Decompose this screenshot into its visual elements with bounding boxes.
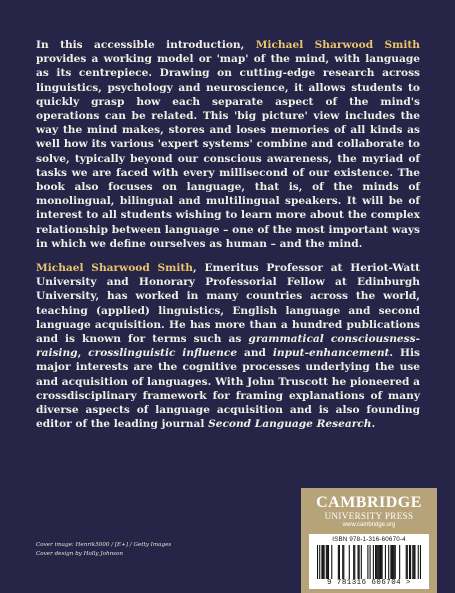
barcode-bar [399, 545, 400, 579]
publisher-name: CAMBRIDGE [316, 494, 422, 511]
barcode-bar [319, 545, 320, 579]
barcode-bar [418, 545, 419, 579]
cover-design-credit: Cover design by Holly Johnson [36, 551, 124, 557]
barcode-bar [342, 545, 343, 579]
barcode-bar [321, 545, 322, 579]
isbn-text: ISBN 978-1-316-60670-4 [332, 536, 406, 543]
italic-term: crosslinguistic influence [88, 347, 238, 360]
barcode-bar [317, 545, 318, 579]
barcode-bar [380, 545, 381, 579]
barcode-bar [349, 545, 350, 579]
barcode-bar [385, 545, 386, 579]
text-run: . His major interests are the cognitive processes underlying the use and acquisition of languages. With John Truscott he pioneered a crossdisciplinary framework for framing explanations of many diverse aspects of language acquisition and is also founding editor of the leading journal [36, 347, 420, 431]
barcode-bar [324, 545, 325, 579]
barcode-bar [394, 545, 395, 579]
text-run: provides a working model or 'map' of the mind, with language as its centrepiece. Drawing on cutting-edge research across linguistics, psychology and neuroscience, it allows students to quickly grasp how each separate aspect of the mind's operations can be related. This 'big picture' view includes the way the mind makes, stores and loses memories of all kinds as well how its various 'expert systems' combine and collaborate to solve, typically beyond our conscious awareness, the myriad of tasks we are faced with every millisecond of our existence. The book also focuses on language, that is, of the minds of monolingual, bilingual and multilingual speakers. It will be of interest to all students wishing to learn more about the complex relationship between language – one of the most important ways in which we define ourselves as human – and the mind. [36, 53, 420, 250]
cambridge-logo [307, 494, 431, 532]
barcode-bar [379, 545, 380, 579]
author-bio-paragraph [36, 261, 420, 431]
barcode-bar [382, 545, 383, 579]
barcode-bar [395, 545, 396, 579]
barcode-bar [358, 545, 359, 579]
publisher-url: www.cambridge.org [342, 522, 396, 528]
barcode-bar [390, 545, 391, 579]
barcode-bar [376, 545, 377, 579]
barcode-bar [407, 545, 408, 579]
barcode-bar [338, 545, 339, 579]
barcode-bar [412, 545, 413, 579]
text-run: In this accessible introduction, [36, 39, 256, 51]
isbn-barcode [309, 534, 429, 589]
barcode-bar [410, 545, 411, 579]
barcode-bar [393, 545, 394, 579]
barcode-bar [322, 545, 323, 579]
cover-credits [36, 541, 171, 559]
barcode-bar [391, 545, 392, 579]
barcode-bar [370, 545, 371, 579]
barcode-bar [343, 545, 344, 579]
italic-term: grammatical consciousness-raising [36, 333, 420, 360]
text-run: . [371, 418, 376, 431]
text-run: , Emeritus Professor at Heriot-Watt University and Honorary Professorial Fellow at Edinburgh University, has worked in many countries across the world, teaching (applied) linguistics, English language and second language acquisition. He has more than a hundred publications and is known for terms such as [36, 262, 420, 346]
barcode-bar [409, 545, 410, 579]
barcode-bar [420, 545, 421, 579]
barcode-bar [367, 545, 368, 579]
text-run: and [237, 347, 273, 360]
italic-term: input-enhancement [272, 347, 390, 360]
description-paragraph [36, 38, 420, 251]
publisher-subtitle: UNIVERSITY PRESS [324, 511, 414, 521]
barcode-bar [353, 545, 354, 579]
barcode-bar [339, 545, 340, 579]
barcode-bars-icon [317, 545, 421, 579]
barcode-bar [388, 545, 389, 579]
barcode-bar [406, 545, 407, 579]
barcode-bar [354, 545, 355, 579]
barcode-bar [327, 545, 328, 579]
barcode-bar [359, 545, 360, 579]
barcode-bar [413, 545, 414, 579]
back-cover-blurb [36, 38, 420, 431]
barcode-bar [328, 545, 329, 579]
author-name: Michael Sharwood Smith [36, 262, 194, 275]
barcode-bar [373, 545, 374, 579]
barcode-digits: 9 781316 606704 > [327, 579, 411, 587]
barcode-bar [414, 545, 415, 579]
author-name: Michael Sharwood Smith [255, 39, 420, 51]
barcode-bar [378, 545, 379, 579]
publisher-panel [301, 488, 437, 593]
barcode-bar [331, 545, 332, 579]
barcode-bar [377, 545, 378, 579]
cover-image-credit: Cover image: Henrik5000 / [E+] / Getty Images [36, 542, 172, 548]
barcode-bar [375, 545, 376, 579]
barcode-bar [326, 545, 327, 579]
barcode-bar [361, 545, 362, 579]
text-run: , [77, 347, 89, 360]
italic-term: Second Language Research [208, 418, 372, 431]
